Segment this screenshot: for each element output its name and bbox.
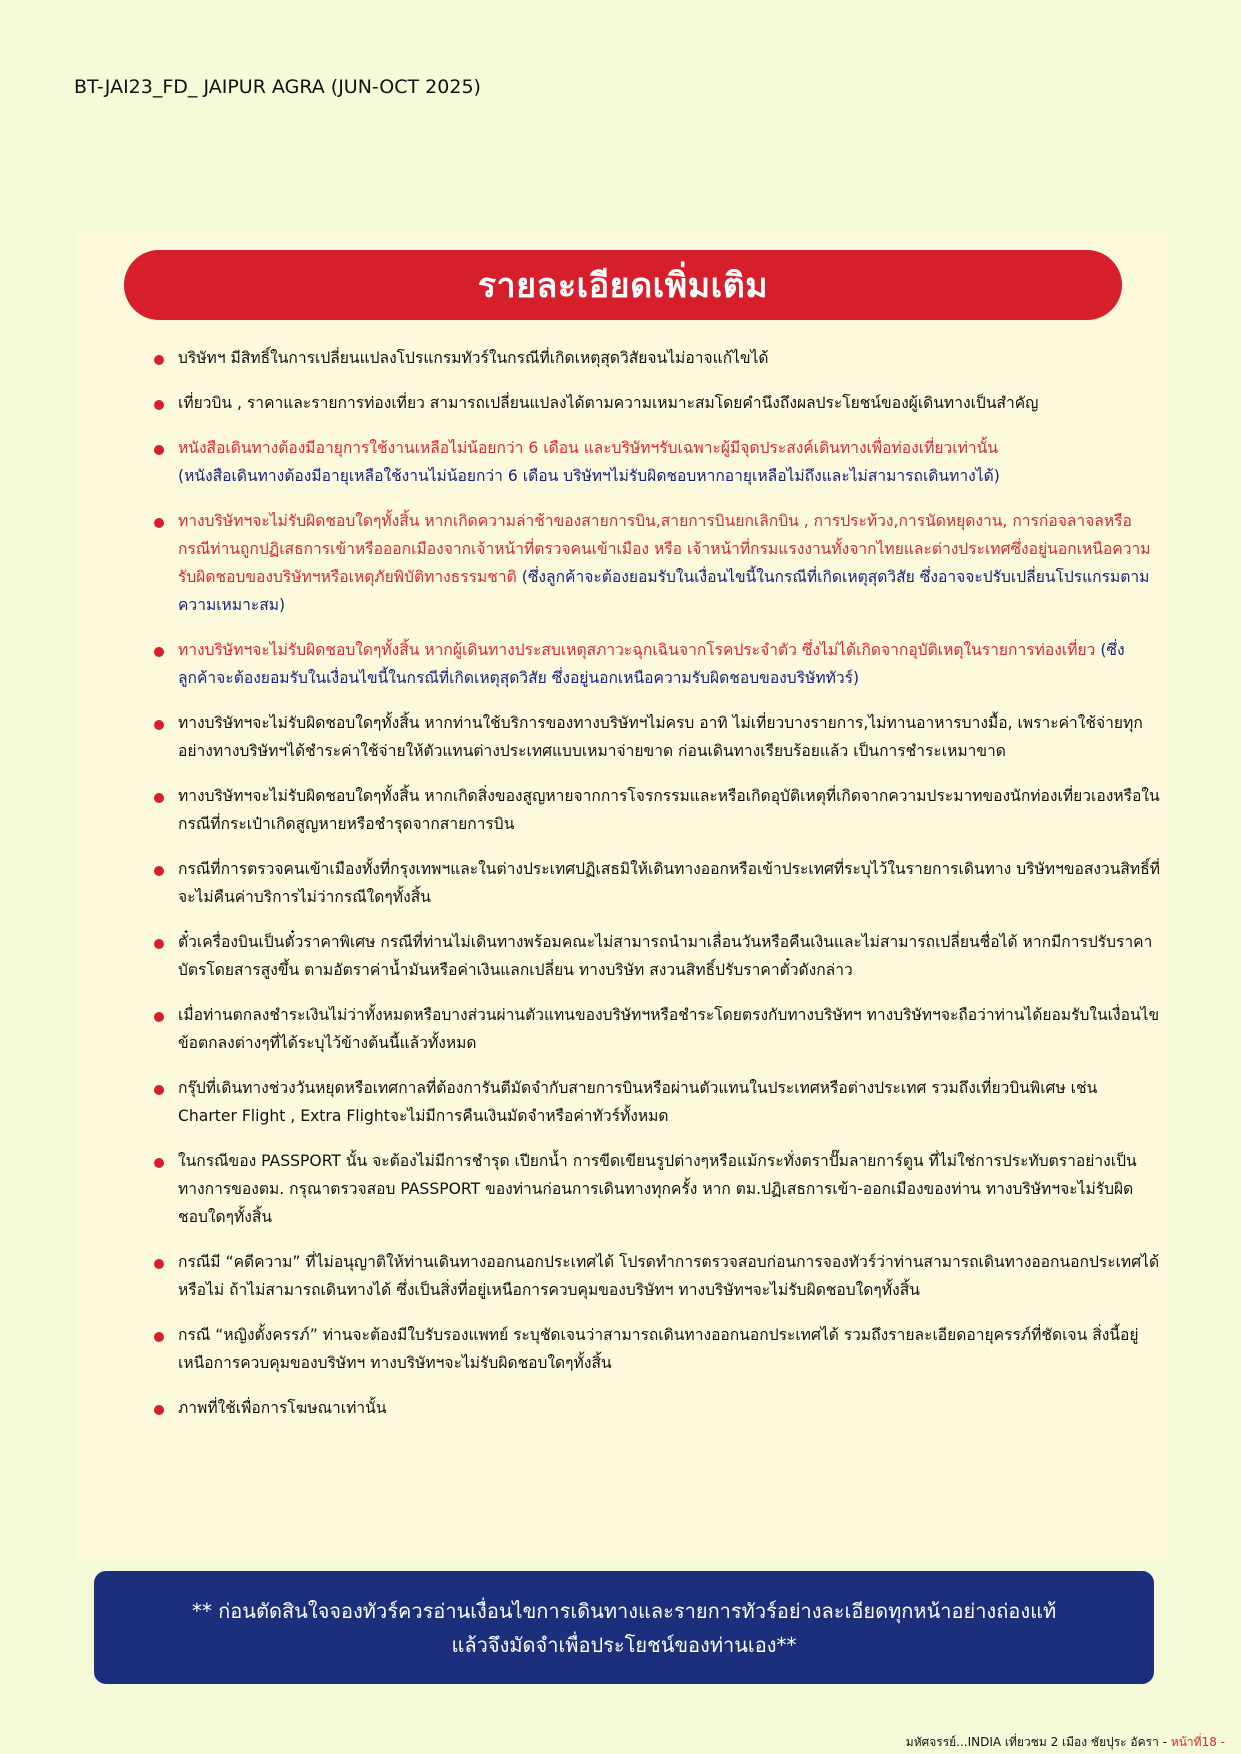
item-text-highlight: หนังสือเดินทางต้องมีอายุการใช้งานเหลือไม่น้อยกว่า 6 เดือน และบริษัทฯรับเฉพาะผู้มีจุดประสงค์เดินทางเพื่อท่องเที่ยวเท่านั้น: [178, 439, 998, 457]
bullet-icon: [154, 1158, 164, 1168]
list-item: [150, 1394, 1160, 1422]
list-item: [150, 344, 1160, 372]
document-code: BT-JAI23_FD_ JAIPUR AGRA (JUN-OCT 2025): [74, 76, 481, 98]
item-text: กรณีมี “คดีความ” ที่ไม่อนุญาติให้ท่านเดินทางออกนอกประเทศได้ โปรดทำการตรวจสอบก่อนการจองทัวร์ว่าท่านสามารถเดินทางออกนอกประเทศได้หรือไม่ ถ้าไม่สามารถเดินทางได้ ซึ่งเป็นสิ่งที่อยู่เหนือการควบคุมของบริษัทฯ ทางบริษัทฯจะไม่รับผิดชอบใดๆทั้งสิ้น: [178, 1253, 1160, 1299]
list-item: [150, 1248, 1160, 1304]
bullet-icon: [154, 939, 164, 949]
bullet-icon: [154, 866, 164, 876]
item-text: ในกรณีของ PASSPORT นั้น จะต้องไม่มีการชำรุด เปียกน้ำ การขีดเขียนรูปต่างๆหรือแม้กระทั่งตราปั๊มลายการ์ตูน ที่ไม่ใช่การประทับตราอย่างเป็นทางการของตม. กรุณาตรวจสอบ PASSPORT ของท่านก่อนการเดินทางทุกครั้ง หาก ตม.ปฏิเสธการเข้า-ออกเมืองของท่าน ทางบริษัทฯจะไม่รับผิดชอบใดๆทั้งสิ้น: [178, 1152, 1137, 1226]
bullet-icon: [154, 400, 164, 410]
bullet-icon: [154, 720, 164, 730]
booking-notice-line-1: ** ก่อนตัดสินใจจองทัวร์ควรอ่านเงื่อนไขการเดินทางและรายการทัวร์อย่างละเอียดทุกหน้าอย่างถ่องแท้: [191, 1598, 1057, 1623]
item-text: ทางบริษัทฯจะไม่รับผิดชอบใดๆทั้งสิ้น หากเกิดสิ่งของสูญหายจากการโจรกรรมและหรือเกิดอุบัติเหตุที่เกิดจากความประมาทของนักท่องเที่ยวเองหรือในกรณีที่กระเป๋าเกิดสูญหายหรือชำรุดจากสายการบิน: [178, 787, 1160, 833]
list-item: [150, 782, 1160, 838]
booking-notice-line-2: แล้วจึงมัดจำเพื่อประโยชน์ของท่านเอง**: [451, 1632, 797, 1657]
bullet-icon: [154, 1012, 164, 1022]
list-item: [150, 507, 1160, 619]
list-item: [150, 1147, 1160, 1231]
item-text-note: (ซึ่งลูกค้าจะต้องยอมรับในเงื่อนไขนี้ในกรณีที่เกิดเหตุสุดวิสัย ซึ่งอยู่นอกเหนือความรับผิดชอบของบริษัททัวร์): [178, 641, 1125, 687]
bullet-icon: [154, 647, 164, 657]
item-text: ทางบริษัทฯจะไม่รับผิดชอบใดๆทั้งสิ้น หากท่านใช้บริการของทางบริษัทฯไม่ครบ อาทิ ไม่เที่ยวบางรายการ,ไม่ทานอาหารบางมื้อ, เพราะค่าใช้จ่ายทุกอย่างทางบริษัทฯได้ชำระค่าใช้จ่ายให้ตัวแทนต่างประเทศแบบเหมาจ่ายขาด ก่อนเดินทางเรียบร้อยแล้ว เป็นการชำระเหมาขาด: [178, 714, 1143, 760]
list-item: [150, 389, 1160, 417]
list-item: [150, 855, 1160, 911]
item-text: กรณี “หญิงตั้งครรภ์” ท่านจะต้องมีใบรับรองแพทย์ ระบุชัดเจนว่าสามารถเดินทางออกนอกประเทศได้ รวมถึงรายละเอียดอายุครรภ์ที่ชัดเจน สิ่งนี้อยู่เหนือการควบคุมของบริษัทฯ ทางบริษัทฯจะไม่รับผิดชอบใดๆทั้งสิ้น: [178, 1326, 1139, 1372]
booking-notice-box: [94, 1571, 1154, 1684]
page-number: หน้าที่18 -: [1170, 1735, 1225, 1749]
item-text: บริษัทฯ มีสิทธิ์ในการเปลี่ยนแปลงโปรแกรมทัวร์ในกรณีที่เกิดเหตุสุดวิสัยจนไม่อาจแก้ไขได้: [178, 349, 769, 367]
list-item: [150, 1001, 1160, 1057]
page-footer-title: มหัศจรรย์...INDIA เที่ยวชม 2 เมือง ชัยปุระ อัครา -: [905, 1735, 1171, 1749]
section-title-bar: [124, 250, 1122, 320]
item-text: ตั๋วเครื่องบินเป็นตั๋วราคาพิเศษ กรณีที่ท่านไม่เดินทางพร้อมคณะไม่สามารถนำมาเลื่อนวันหรือคืนเงินและไม่สามารถเปลี่ยนชื่อได้ หากมีการปรับราคาบัตรโดยสารสูงขึ้น ตามอัตราค่าน้ำมันหรือค่าเงินแลกเปลี่ยน ทางบริษัท สงวนสิทธิ์ปรับราคาตั๋วดังกล่าว: [178, 933, 1153, 979]
bullet-icon: [154, 1259, 164, 1269]
item-text: เมื่อท่านตกลงชำระเงินไม่ว่าทั้งหมดหรือบางส่วนผ่านตัวแทนของบริษัทฯหรือชำระโดยตรงกับทางบริษัทฯ ทางบริษัทฯจะถือว่าท่านได้ยอมรับในเงื่อนไขข้อตกลงต่างๆที่ได้ระบุไว้ข้างต้นนี้แล้วทั้งหมด: [178, 1006, 1160, 1052]
list-item: [150, 434, 1160, 490]
page-footer: [906, 1733, 1225, 1752]
section-title: รายละเอียดเพิ่มเติม: [477, 266, 769, 306]
bullet-icon: [154, 1085, 164, 1095]
list-item: [150, 1074, 1160, 1130]
item-text-note: (หนังสือเดินทางต้องมีอายุเหลือใช้งานไม่น้อยกว่า 6 เดือน บริษัทฯไม่รับผิดชอบหากอายุเหลือไม่ถึงและไม่สามารถเดินทางได้): [178, 467, 1000, 485]
bullet-icon: [154, 1405, 164, 1415]
item-text-note: (ซึ่งลูกค้าจะต้องยอมรับในเงื่อนไขนี้ในกรณีที่เกิดเหตุสุดวิสัย ซึ่งอาจจะปรับเปลี่ยนโปรแกรมตามความเหมาะสม): [178, 568, 1150, 614]
bullet-icon: [154, 1332, 164, 1342]
item-text-highlight: ทางบริษัทฯจะไม่รับผิดชอบใดๆทั้งสิ้น หากผู้เดินทางประสบเหตุสภาวะฉุกเฉินจากโรคประจำตัว ซึ่งไม่ได้เกิดจากอุบัติเหตุในรายการท่องเที่ยว: [178, 641, 1096, 659]
item-text: กรณีที่การตรวจคนเข้าเมืองทั้งที่กรุงเทพฯและในต่างประเทศปฏิเสธมิให้เดินทางออกหรือเข้าประเทศที่ระบุไว้ในรายการเดินทาง บริษัทฯขอสงวนสิทธิ์ที่จะไม่คืนค่าบริการไม่ว่ากรณีใดๆทั้งสิ้น: [178, 860, 1161, 906]
bullet-icon: [154, 445, 164, 455]
bullet-icon: [154, 793, 164, 803]
list-item: [150, 709, 1160, 765]
bullet-icon: [154, 518, 164, 528]
item-text: กรุ๊ปที่เดินทางช่วงวันหยุดหรือเทศกาลที่ต้องการันตีมัดจำกับสายการบินหรือผ่านตัวแทนในประเทศหรือต่างประเทศ รวมถึงเที่ยวบินพิเศษ เช่น Charter Flight , Extra Flightจะไม่มีการคืนเงินมัดจำหรือค่าทัวร์ทั้งหมด: [178, 1079, 1098, 1125]
item-text: เที่ยวบิน , ราคาและรายการท่องเที่ยว สามารถเปลี่ยนแปลงได้ตามความเหมาะสมโดยคำนึงถึงผลประโยชน์ของผู้เดินทางเป็นสำคัญ: [178, 394, 1039, 412]
list-item: [150, 636, 1160, 692]
list-item: [150, 928, 1160, 984]
item-text: ภาพที่ใช้เพื่อการโฆษณาเท่านั้น: [178, 1399, 387, 1417]
item-text-highlight: ทางบริษัทฯจะไม่รับผิดชอบใดๆทั้งสิ้น หากเกิดความล่าช้าของสายการบิน,สายการบินยกเลิกบิน , การประท้วง,การนัดหยุดงาน, การก่อจลาจลหรือกรณีท่านถูกปฏิเสธการเข้าหรือออกเมืองจากเจ้าหน้าที่ตรวจคนเข้าเมือง หรือ เจ้าหน้าที่กรมแรงงานทั้งจากไทยและต่างประเทศซึ่งอยู่นอกเหนือความรับผิดชอบของบริษัทฯหรือเหตุภัยพิบัติทางธรรมชาติ: [178, 512, 1151, 586]
terms-list: [150, 344, 1160, 1439]
list-item: [150, 1321, 1160, 1377]
bullet-icon: [154, 355, 164, 365]
